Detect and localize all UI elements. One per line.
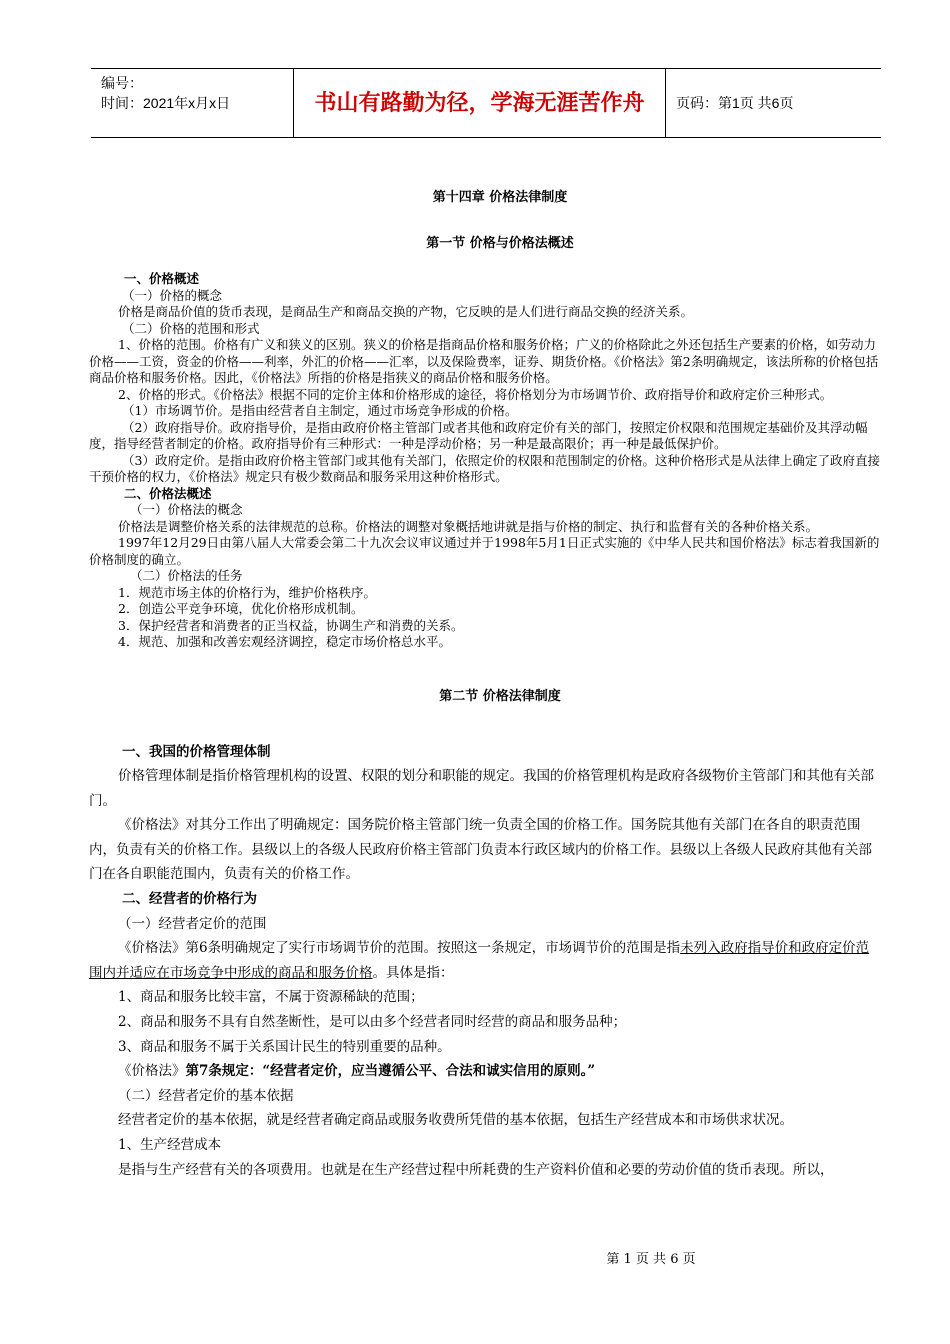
- s2-heading-2: 二、经营者的价格行为: [122, 891, 257, 908]
- s1-task-3: 3．保护经营者和消费者的正当权益，协调生产和消费的关系。: [118, 617, 464, 633]
- s2-para-4: [118, 1059, 882, 1084]
- s1-task-1: 1．规范市场主体的价格行为，维护价格秩序。: [118, 584, 376, 600]
- s2-para-4-bold: 第7条规定：“经营者定价，应当遵循公平、合法和诚实信用的原则。”: [185, 1063, 596, 1080]
- header-meta: [91, 69, 293, 137]
- serial-label: 编号：: [101, 75, 143, 91]
- page-header: [91, 68, 881, 138]
- s1-para-8: 1997年12月29日由第八届人大常委会第二十九次会议审议通过并于1998年5月1日正式实施的《中华人民共和国价格法》标志着我国新的价格制度的确立。: [89, 535, 880, 567]
- s2-para-1: 价格管理体制是指价格管理机构的设置、权限的划分和职能的规定。我国的价格管理机构是政府各级物价主管部门和其他有关部门。: [89, 768, 874, 809]
- section2-title: 第二节 价格法律制度: [439, 688, 561, 704]
- s1-para-6: （3）政府定价。是指由政府价格主管部门或其他有关部门，依照定价的权限和范围制定的价格。这种价格形式是从法律上确定了政府直接干预价格的权力，《价格法》规定只有极少数商品和服务采用这种价格形式。: [89, 452, 880, 484]
- s2-sub-1: （一）经营者定价的范围: [118, 915, 267, 932]
- s2-sub-2: （二）经营者定价的基本依据: [118, 1087, 294, 1104]
- s1-sub-1: （一）价格的概念: [122, 287, 223, 303]
- s1-sub-3: （一）价格法的概念: [130, 502, 243, 517]
- s1-task-2: 2．创造公平竞争环境，优化价格形成机制。: [118, 601, 364, 616]
- s1-para-5: （2）政府指导价。政府指导价，是指由政府价格主管部门或者其他和政府定价有关的部门，按照定价权限和范围规定基础价及其浮动幅度，指导经营者制定的价格。政府指导价有三种形式：一种是浮动价格；另一种是最高限价；再一种是最低保护价。: [89, 419, 868, 451]
- s1-heading-1: 一、价格概述: [124, 271, 200, 286]
- s2-para-5: 经营者定价的基本依据，就是经营者确定商品或服务收费所凭借的基本依据，包括生产经营成本和市场供求状况。: [118, 1112, 793, 1129]
- s1-sub-2: （二）价格的范围和形式: [122, 320, 260, 336]
- s2-para-3-text-b: 。具体是指：: [372, 964, 454, 981]
- s2-item-2: 2、商品和服务不具有自然垄断性，是可以由多个经营者同时经营的商品和服务品种；: [118, 1014, 627, 1031]
- s2-para-3-text-a: 《价格法》第6条明确规定了实行市场调节价的范围。按照这一条规定，市场调节价的范围是指: [118, 940, 681, 957]
- section1-title: 第一节 价格与价格法概述: [426, 236, 574, 251]
- document-body: [89, 186, 882, 1182]
- s1-para-1: 价格是商品价值的货币表现，是商品生产和商品交换的产物，它反映的是人们进行商品交换的经济关系。: [118, 304, 694, 319]
- s2-sub-3: 1、生产经营成本: [118, 1137, 222, 1153]
- s1-heading-2: 二、价格法概述: [124, 485, 212, 501]
- page-footer: [0, 1248, 950, 1267]
- s2-para-3-underlined: 未列入政府指导价和政府定价范围内并适应在市场竞争中形成的商品和服务价格: [89, 940, 870, 981]
- s2-item-3: 3、商品和服务不属于关系国计民生的特别重要的品种。: [118, 1038, 451, 1055]
- s1-para-7: 价格法是调整价格关系的法律规范的总称。价格法的调整对象概括地讲就是指与价格的制定、执行和监督有关的各种价格关系。: [118, 518, 819, 534]
- header-page-label: 页码：第1页 共6页: [676, 95, 794, 111]
- s1-para-4: （1）市场调节价。是指由经营者自主制定，通过市场竞争形成的价格。: [122, 403, 518, 418]
- footer-page-number: 第 1 页 共 6 页: [606, 1252, 696, 1267]
- s2-para-6: 是指与生产经营有关的各项费用。也就是在生产经营过程中所耗费的生产资料价值和必要的劳动价值的货币表现。所以，: [118, 1161, 834, 1178]
- time-label: 时间：2021年x月x日: [101, 95, 231, 111]
- s2-heading-1: 一、我国的价格管理体制: [122, 743, 271, 760]
- s1-task-4: 4．规范、加强和改善宏观经济调控，稳定市场价格总水平。: [118, 634, 451, 649]
- header-motto: 书山有路勤为径，学海无涯苦作舟: [293, 69, 666, 137]
- s2-item-1: 1、商品和服务比较丰富，不属于资源稀缺的范围；: [118, 989, 424, 1006]
- s1-para-2: 1、价格的范围。价格有广义和狭义的区别。狭义的价格是指商品价格和服务价格；广义的价格除此之外还包括生产要素的价格，如劳动力价格——工资，资金的价格——利率，外汇的价格——汇率，以及保险费率，证券、期货价格。《价格法》第2条明确规定，该法所称的价格包括商品价格和服务价格。因此，《价格法》所指的价格是指狭义的商品价格和服务价格。: [89, 337, 879, 385]
- chapter-title: 第十四章 价格法律制度: [432, 190, 568, 205]
- s2-para-4-ref: 《价格法》: [118, 1063, 186, 1080]
- s1-para-3: 2、价格的形式。《价格法》根据不同的定价主体和价格形成的途径，将价格划分为市场调节价、政府指导价和政府定价三种形式。: [118, 386, 833, 402]
- s1-sub-4: （二）价格法的任务: [130, 568, 243, 583]
- s2-para-3: [89, 936, 882, 985]
- s2-para-2: 《价格法》对其分工作出了明确规定：国务院价格主管部门统一负责全国的价格工作。国务院其他有关部门在各自的职责范围内，负责有关的价格工作。县级以上的各级人民政府价格主管部门负责本行政区域内的价格工作。县级以上各级人民政府其他有关部门在各自职能范围内，负责有关的价格工作。: [89, 817, 872, 883]
